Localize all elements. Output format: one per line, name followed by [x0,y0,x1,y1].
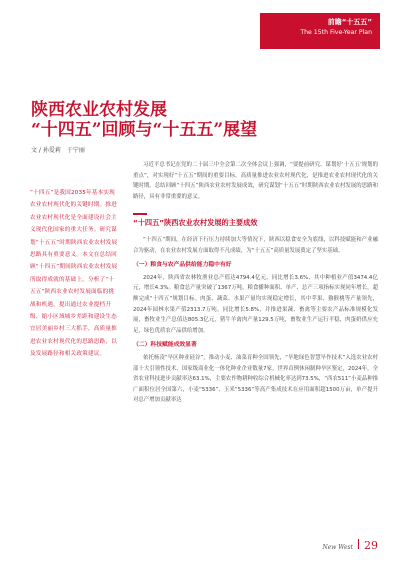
article-title [31,100,331,140]
subsection-paragraph-1: 2024年，陕西省农林牧渔业总产值达4794.4亿元，同比增长3.6%，其中种植业产值3474.4亿元，增长4.3%。粮食总产量突破了1367万吨，粮食播种面积、单产、总产三项指标实现同年增长，超额完成“十四五”规划目标。肉蛋、蔬菜、水果产量均实现稳定增长，其中苹果、猕猴桃等产量领先，2024年园林水果产值2313.7万吨，同比增长5.8%，并推进果蔬、畜禽等主要农产品标准规模化发展，畜牧业生产总值达805.3亿元，猪牛羊禽肉产量129.5万吨，畜牧业生产运行平稳，肉蛋奶供应充足，绿色优质农产品供给增加。 [133,274,378,334]
article-title-line1: 陕西农业农村发展 [31,100,167,120]
page-footer [322,539,378,552]
column-title-cn: 前瞻“十五五” [327,18,372,26]
footer-divider [358,539,359,549]
subsection-paragraph-2: 依托杨凌“旱区种业硅谷”，推动小麦、油菜育种全国领先，“旱地绿色智慧旱作技术”入选农业农村部十大引领性技术，国家级商业化一体化种业企业数量7家，世界首例休闲制种旱区鉴定，2024年，全省农业科技进步贡献率达63.1%，主要农作物耕种收综合机械化率达到73.5%，“西农511”小麦品种推广面积位居全国第六，小麦“5336”、玉米“5336”等高产集成技术在应用面积超1500万亩，单产提升对总产增加贡献率达 [133,354,378,404]
intro-paragraph: 习近平总书记在党的二十届三中全会第二次全体会议上强调，“要提前研究、谋划好‘十五五’规划的重点”，对实现好“十五五”期间的重要目标，高质量推进农业农村现代化，是推进农业农村现代化的关键时期。总结回顾“十四五”陕西农业农村发展成效，研究谋划“十五五”时期陕西农业农村发展的思路和路径，具有非常重要的意义。 [133,162,378,200]
author-byline: 文 / 孙爱莉 于宁丽 [31,147,85,154]
page-number: 29 [364,539,378,552]
column-banner [260,13,380,49]
section-intro-paragraph: “十四五”期间，在经济下行压力持续加大等情况下，陕西以稳食安全为底线，以科技赋能和产业融合为驱动，在农业农村发展方面取得不凡成绩，为“十五五”高质量发展奠定了坚实基础。 [133,236,378,254]
section-accent-bar [133,213,147,215]
section-heading-text: “十四五”陕西农业农村发展的主要成效 [133,218,258,228]
article-title-line2: “十四五”回顾与“十五五”展望 [31,120,258,140]
magazine-name: New West [322,544,353,551]
subsection-heading-1: （一）粮食与农产品供给能力稳中有好 [133,262,232,269]
article-body [133,160,378,406]
subsection-heading-2: （二）科技赋能成效显著 [133,342,197,349]
section-heading [133,213,378,229]
column-title-en: The 15th Five-Year Plan [300,29,372,36]
article-abstract: “十四五”是我国2035年基本实现农业农村现代化的关键时期。推进农业农村现代化是全面建设社会主义现代化国家的重大任务。研究谋划“十五五”时期陕西农业农村发展思路具有重要意义。本文在总结回顾“十四五”期间陕西农业农村发展所取得成就的基础上，分析了“十五五”陕西农业农村发展面临的挑战和机遇，提出通过农业提档升级、缩小区域城乡差距和建设生态宜居美丽乡村三大抓手，高质量推进农业农村现代化的思路思路，以及发展路径和相关政策建议。 [30,190,118,358]
